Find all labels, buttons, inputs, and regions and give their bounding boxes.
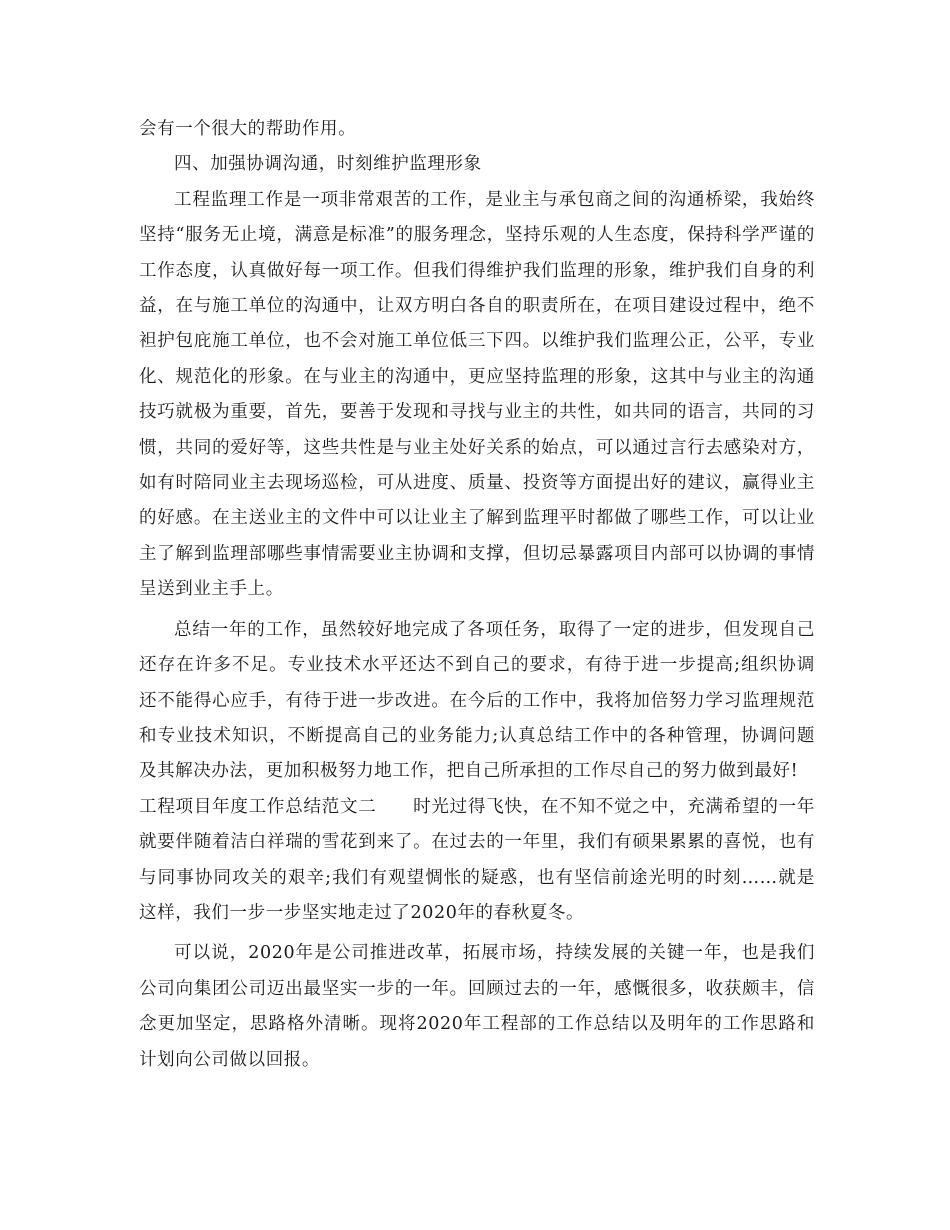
document-body <box>139 112 815 1078</box>
paragraph-2020: 可以说，2020年是公司推进改革，拓展市场，持续发展的关键一年，也是我们公司向集团公司迈出最坚实一步的一年。回顾过去的一年，感慨很多，收获颇丰，信念更加坚定，思路格外清晰。现将2020年工程部的工作总结以及明年的工作思路和计划向公司做以回报。 <box>139 943 815 1070</box>
paragraph-continuation: 会有一个很大的帮助作用。 <box>139 119 357 139</box>
paragraph-essay-two-intro: 工程项目年度工作总结范文二 时光过得飞快，在不知不觉之中，充满希望的一年就要伴随着洁白祥瑞的雪花到来了。在过去的一年里，我们有硕果累累的喜悦，也有与同事协同攻关的艰辛;我们有观望惆怅的疑惑，也有坚信前途光明的时刻……就是这样，我们一步一步坚实地走过了2020年的春秋夏冬。 <box>139 796 815 923</box>
section-heading: 四、加强协调沟通，时刻维护监理形象 <box>174 154 482 175</box>
paragraph-summary: 总结一年的工作，虽然较好地完成了各项任务，取得了一定的进步，但发现自己还存在许多不足。专业技术水平还达不到自己的要求，有待于进一步提高;组织协调还不能得心应手，有待于进一步改进。在今后的工作中，我将加倍努力学习监理规范和专业技术知识，不断提高自己的业务能力;认真总结工作中的各种管理，协调问题及其解决办法，更加积极努力地工作，把自己所承担的工作尽自己的努力做到最好! <box>139 619 815 782</box>
paragraph-communication: 工程监理工作是一项非常艰苦的工作，是业主与承包商之间的沟通桥梁，我始终坚持“服务无止境，满意是标准”的服务理念，坚持乐观的人生态度，保持科学严谨的工作态度，认真做好每一项工作。但我们得维护我们监理的形象，维护我们自身的利益，在与施工单位的沟通中，让双方明白各自的职责所在，在项目建设过程中，绝不袒护包庇施工单位，也不会对施工单位低三下四。以维护我们监理公正，公平，专业化、规范化的形象。在与业主的沟通中，更应坚持监理的形象，这其中与业主的沟通技巧就极为重要，首先，要善于发现和寻找与业主的共性，如共同的语言，共同的习惯，共同的爱好等，这些共性是与业主处好关系的始点，可以通过言行去感染对方，如有时陪同业主去现场巡检，可从进度、质量、投资等方面提出好的建议，赢得业主的好感。在主送业主的文件中可以让业主了解到监理平时都做了哪些工作，可以让业主了解到监理部哪些事情需要业主协调和支撑，但切忌暴露项目内部可以协调的事情呈送到业主手上。 <box>139 189 815 600</box>
